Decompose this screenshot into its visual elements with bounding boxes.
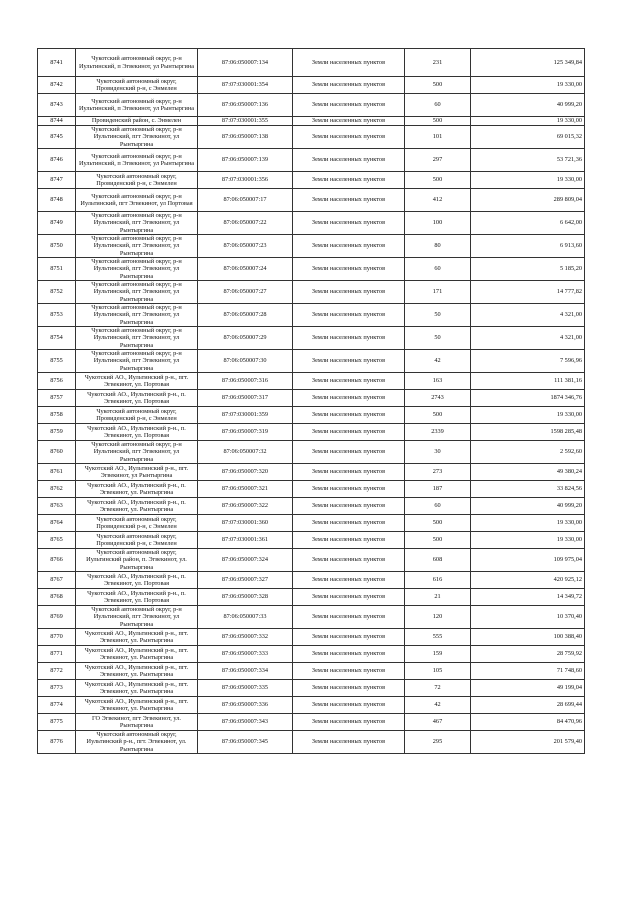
address-cell: Чукотский автономный округ, р-н Иультинский, пгт Эгвекинот, ул Рынтыргина (76, 304, 198, 327)
table-row (38, 49, 585, 77)
row-number-cell: 8767 (38, 572, 76, 589)
land-category-cell: Земли населенных пунктов (293, 350, 405, 373)
area-cell: 30 (405, 441, 471, 464)
land-category-cell: Земли населенных пунктов (293, 373, 405, 390)
area-cell: 163 (405, 373, 471, 390)
row-number-cell: 8773 (38, 680, 76, 697)
table-row (38, 258, 585, 281)
row-number-cell: 8758 (38, 407, 76, 424)
cadastral-number-cell: 87:06:050007:136 (198, 94, 293, 117)
land-category-cell: Земли населенных пунктов (293, 212, 405, 235)
row-number-cell: 8748 (38, 189, 76, 212)
address-cell: Чукотский АО., Иультинский р-н., пгт. Эгвекинот, ул. Рынтыргина (76, 663, 198, 680)
table-row (38, 390, 585, 407)
table-row (38, 714, 585, 731)
row-number-cell: 8744 (38, 117, 76, 126)
row-number-cell: 8766 (38, 549, 76, 572)
row-number-cell: 8764 (38, 515, 76, 532)
address-cell: Чукотский автономный округ, р-н Иультинский, п Эгвекинот, ул Рынтыргина (76, 94, 198, 117)
cadastral-value-cell: 109 975,04 (471, 549, 585, 572)
cadastral-number-cell: 87:06:050007:324 (198, 549, 293, 572)
row-number-cell: 8757 (38, 390, 76, 407)
cadastral-number-cell: 87:07:030001:361 (198, 532, 293, 549)
table-row (38, 629, 585, 646)
land-category-cell: Земли населенных пунктов (293, 481, 405, 498)
cadastral-value-cell: 1874 346,76 (471, 390, 585, 407)
document-page (37, 48, 584, 754)
cadastral-value-cell: 4 321,00 (471, 327, 585, 350)
cadastral-value-cell: 2 592,60 (471, 441, 585, 464)
area-cell: 105 (405, 663, 471, 680)
address-cell: Чукотский АО., Иультинский р-н., п. Эгвекинот, ул. Рынтыргина (76, 481, 198, 498)
table-row (38, 663, 585, 680)
area-cell: 555 (405, 629, 471, 646)
row-number-cell: 8751 (38, 258, 76, 281)
row-number-cell: 8763 (38, 498, 76, 515)
area-cell: 21 (405, 589, 471, 606)
row-number-cell: 8775 (38, 714, 76, 731)
area-cell: 50 (405, 304, 471, 327)
address-cell: Чукотский автономный округ, р-н Иультинский, пгт Эгвекинот, ул Рынтыргина (76, 212, 198, 235)
cadastral-value-cell: 53 721,36 (471, 149, 585, 172)
area-cell: 120 (405, 606, 471, 629)
table-body (38, 49, 585, 754)
table-row (38, 189, 585, 212)
cadastral-value-cell: 40 999,20 (471, 94, 585, 117)
area-cell: 500 (405, 117, 471, 126)
table-row (38, 149, 585, 172)
land-category-cell: Земли населенных пунктов (293, 697, 405, 714)
land-category-cell: Земли населенных пунктов (293, 258, 405, 281)
table-row (38, 441, 585, 464)
cadastral-value-cell: 4 321,00 (471, 304, 585, 327)
land-category-cell: Земли населенных пунктов (293, 498, 405, 515)
cadastral-number-cell: 87:06:050007:328 (198, 589, 293, 606)
row-number-cell: 8742 (38, 77, 76, 94)
table-row (38, 498, 585, 515)
land-category-cell: Земли населенных пунктов (293, 589, 405, 606)
table-row (38, 589, 585, 606)
land-category-cell: Земли населенных пунктов (293, 549, 405, 572)
area-cell: 2743 (405, 390, 471, 407)
cadastral-value-cell: 49 380,24 (471, 464, 585, 481)
land-category-cell: Земли населенных пунктов (293, 407, 405, 424)
area-cell: 616 (405, 572, 471, 589)
cadastral-value-cell: 33 824,56 (471, 481, 585, 498)
land-category-cell: Земли населенных пунктов (293, 441, 405, 464)
land-category-cell: Земли населенных пунктов (293, 117, 405, 126)
cadastral-number-cell: 87:06:050007:33 (198, 606, 293, 629)
cadastral-value-cell: 71 748,60 (471, 663, 585, 680)
land-category-cell: Земли населенных пунктов (293, 572, 405, 589)
cadastral-value-cell: 289 809,04 (471, 189, 585, 212)
address-cell: ГО Эгвекинот, пгт Эгвекинот, ул. Рынтыргина (76, 714, 198, 731)
land-category-cell: Земли населенных пунктов (293, 464, 405, 481)
area-cell: 101 (405, 126, 471, 149)
area-cell: 187 (405, 481, 471, 498)
address-cell: Чукотский АО., Иультинский р-н., п. Эгвекинот, ул. Портовая (76, 390, 198, 407)
cadastral-value-cell: 100 388,40 (471, 629, 585, 646)
address-cell: Чукотский автономный округ, Провиденский р-н, с Энмелен (76, 407, 198, 424)
area-cell: 60 (405, 258, 471, 281)
cadastral-number-cell: 87:07:030001:355 (198, 117, 293, 126)
cadastral-value-cell: 40 999,20 (471, 498, 585, 515)
cadastral-number-cell: 87:06:050007:23 (198, 235, 293, 258)
cadastral-value-cell: 28 699,44 (471, 697, 585, 714)
address-cell: Чукотский автономный округ, р-н Иультинский, пгт Эгвекинот, ул Рынтыргина (76, 281, 198, 304)
area-cell: 500 (405, 172, 471, 189)
address-cell: Чукотский автономный округ, Иультинский р-н., пгт. Эгвекинот, ул. Рынтыргина (76, 731, 198, 754)
area-cell: 60 (405, 94, 471, 117)
row-number-cell: 8756 (38, 373, 76, 390)
cadastral-value-cell: 19 330,00 (471, 515, 585, 532)
land-register-table (37, 48, 585, 754)
land-category-cell: Земли населенных пунктов (293, 629, 405, 646)
area-cell: 42 (405, 697, 471, 714)
row-number-cell: 8755 (38, 350, 76, 373)
land-category-cell: Земли населенных пунктов (293, 515, 405, 532)
address-cell: Чукотский автономный округ, Иультинский район, п. Эгвекинот, ул. Рынтыргина (76, 549, 198, 572)
row-number-cell: 8760 (38, 441, 76, 464)
row-number-cell: 8750 (38, 235, 76, 258)
area-cell: 2339 (405, 424, 471, 441)
area-cell: 500 (405, 515, 471, 532)
cadastral-value-cell: 14 349,72 (471, 589, 585, 606)
address-cell: Чукотский автономный округ, р-н Иультинский, пгт Эгвекинот, ул Рынтыргина (76, 327, 198, 350)
address-cell: Чукотский автономный округ, Провиденский р-н, с Энмелен (76, 515, 198, 532)
row-number-cell: 8749 (38, 212, 76, 235)
table-row (38, 532, 585, 549)
land-category-cell: Земли населенных пунктов (293, 94, 405, 117)
cadastral-number-cell: 87:06:050007:29 (198, 327, 293, 350)
area-cell: 50 (405, 327, 471, 350)
address-cell: Чукотский АО., Иультинский р-н., пгт. Эгвекинот, ул. Рынтыргина (76, 629, 198, 646)
table-row (38, 281, 585, 304)
table-row (38, 464, 585, 481)
cadastral-value-cell: 19 330,00 (471, 117, 585, 126)
address-cell: Чукотский автономный округ, Провиденский р-н, с Энмелен (76, 172, 198, 189)
area-cell: 231 (405, 49, 471, 77)
area-cell: 297 (405, 149, 471, 172)
land-category-cell: Земли населенных пунктов (293, 235, 405, 258)
table-row (38, 172, 585, 189)
row-number-cell: 8771 (38, 646, 76, 663)
area-cell: 467 (405, 714, 471, 731)
table-row (38, 77, 585, 94)
cadastral-number-cell: 87:06:050007:335 (198, 680, 293, 697)
land-category-cell: Земли населенных пунктов (293, 424, 405, 441)
row-number-cell: 8743 (38, 94, 76, 117)
cadastral-number-cell: 87:06:050007:320 (198, 464, 293, 481)
cadastral-number-cell: 87:06:050007:134 (198, 49, 293, 77)
table-row (38, 235, 585, 258)
address-cell: Чукотский АО., Иультинский р-н., п. Эгвекинот, ул. Портовая (76, 589, 198, 606)
cadastral-value-cell: 7 596,96 (471, 350, 585, 373)
area-cell: 500 (405, 77, 471, 94)
cadastral-value-cell: 6 913,60 (471, 235, 585, 258)
address-cell: Чукотский автономный округ, р-н Иультинский, п Эгвекинот, ул Рынтыргина (76, 49, 198, 77)
area-cell: 608 (405, 549, 471, 572)
cadastral-value-cell: 19 330,00 (471, 77, 585, 94)
land-category-cell: Земли населенных пунктов (293, 49, 405, 77)
area-cell: 60 (405, 498, 471, 515)
address-cell: Чукотский АО., Иультинский р-н., пгт. Эгвекинот, ул. Рынтыргина (76, 680, 198, 697)
area-cell: 273 (405, 464, 471, 481)
address-cell: Чукотский АО., Иультинский р-н., п. Эгвекинот, ул. Портовая (76, 424, 198, 441)
table-row (38, 350, 585, 373)
cadastral-number-cell: 87:07:030001:356 (198, 172, 293, 189)
table-row (38, 327, 585, 350)
row-number-cell: 8745 (38, 126, 76, 149)
row-number-cell: 8768 (38, 589, 76, 606)
land-category-cell: Земли населенных пунктов (293, 304, 405, 327)
cadastral-number-cell: 87:06:050007:316 (198, 373, 293, 390)
cadastral-number-cell: 87:06:050007:17 (198, 189, 293, 212)
land-category-cell: Земли населенных пунктов (293, 390, 405, 407)
cadastral-number-cell: 87:06:050007:336 (198, 697, 293, 714)
cadastral-number-cell: 87:06:050007:24 (198, 258, 293, 281)
land-category-cell: Земли населенных пунктов (293, 532, 405, 549)
address-cell: Чукотский автономный округ, р-н Иультинский, пгт Эгвекинот, ул Рынтыргина (76, 350, 198, 373)
row-number-cell: 8762 (38, 481, 76, 498)
cadastral-number-cell: 87:07:030001:360 (198, 515, 293, 532)
row-number-cell: 8774 (38, 697, 76, 714)
area-cell: 500 (405, 407, 471, 424)
address-cell: Чукотский АО., Иультинский р-н., п. Эгвекинот, ул. Портовая (76, 572, 198, 589)
table-row (38, 572, 585, 589)
table-row (38, 549, 585, 572)
area-cell: 159 (405, 646, 471, 663)
cadastral-number-cell: 87:06:050007:28 (198, 304, 293, 327)
land-category-cell: Земли населенных пунктов (293, 189, 405, 212)
address-cell: Чукотский автономный округ, р-н Иультинский, пгт Эгвекинот, ул Рынтыргина (76, 441, 198, 464)
cadastral-number-cell: 87:06:050007:333 (198, 646, 293, 663)
address-cell: Чукотский автономный округ, р-н Иультинский, п Эгвекинот, ул Рынтыргина (76, 149, 198, 172)
address-cell: Чукотский автономный округ, Провиденский р-н, с Энмелен (76, 77, 198, 94)
cadastral-number-cell: 87:06:050007:322 (198, 498, 293, 515)
table-row (38, 126, 585, 149)
cadastral-number-cell: 87:06:050007:343 (198, 714, 293, 731)
row-number-cell: 8741 (38, 49, 76, 77)
cadastral-value-cell: 19 330,00 (471, 407, 585, 424)
table-row (38, 697, 585, 714)
table-row (38, 212, 585, 235)
cadastral-number-cell: 87:06:050007:138 (198, 126, 293, 149)
address-cell: Чукотский автономный округ, р-н Иультинский, пгт Эгвекинот, ул Рынтыргина (76, 258, 198, 281)
area-cell: 171 (405, 281, 471, 304)
area-cell: 80 (405, 235, 471, 258)
cadastral-number-cell: 87:06:050007:32 (198, 441, 293, 464)
address-cell: Чукотский автономный округ, р-н Иультинский, пгт Эгвекинот, ул Рынтыргина (76, 126, 198, 149)
cadastral-number-cell: 87:07:030001:359 (198, 407, 293, 424)
land-category-cell: Земли населенных пунктов (293, 281, 405, 304)
row-number-cell: 8759 (38, 424, 76, 441)
cadastral-number-cell: 87:06:050007:27 (198, 281, 293, 304)
table-row (38, 304, 585, 327)
table-row (38, 117, 585, 126)
land-category-cell: Земли населенных пунктов (293, 714, 405, 731)
cadastral-number-cell: 87:06:050007:139 (198, 149, 293, 172)
cadastral-number-cell: 87:06:050007:327 (198, 572, 293, 589)
row-number-cell: 8770 (38, 629, 76, 646)
row-number-cell: 8747 (38, 172, 76, 189)
row-number-cell: 8754 (38, 327, 76, 350)
address-cell: Чукотский АО., Иультинский р-н., пгт. Эгвекинот, ул. Рынтыргина (76, 646, 198, 663)
cadastral-value-cell: 125 349,84 (471, 49, 585, 77)
table-row (38, 646, 585, 663)
cadastral-number-cell: 87:06:050007:321 (198, 481, 293, 498)
table-row (38, 94, 585, 117)
cadastral-number-cell: 87:06:050007:22 (198, 212, 293, 235)
row-number-cell: 8752 (38, 281, 76, 304)
cadastral-value-cell: 10 370,40 (471, 606, 585, 629)
cadastral-number-cell: 87:06:050007:30 (198, 350, 293, 373)
table-row (38, 481, 585, 498)
cadastral-value-cell: 84 470,96 (471, 714, 585, 731)
row-number-cell: 8772 (38, 663, 76, 680)
address-cell: Чукотский АО., Иультинский р-н., пгт. Эгвекинот, ул. Портовая (76, 373, 198, 390)
row-number-cell: 8776 (38, 731, 76, 754)
cadastral-number-cell: 87:06:050007:345 (198, 731, 293, 754)
land-category-cell: Земли населенных пунктов (293, 149, 405, 172)
address-cell: Чукотский АО., Иультинский р-н., пгт. Эгвекинот, ул. Рынтыргина (76, 697, 198, 714)
cadastral-value-cell: 69 015,32 (471, 126, 585, 149)
row-number-cell: 8746 (38, 149, 76, 172)
cadastral-value-cell: 201 579,40 (471, 731, 585, 754)
address-cell: Чукотский АО., Иультинский р-н., пгт. Эгвекинот, ул Рынтыргина (76, 464, 198, 481)
table-row (38, 515, 585, 532)
cadastral-value-cell: 28 759,92 (471, 646, 585, 663)
area-cell: 42 (405, 350, 471, 373)
table-row (38, 680, 585, 697)
table-row (38, 407, 585, 424)
land-category-cell: Земли населенных пунктов (293, 77, 405, 94)
address-cell: Провиденский район, с. Энмелен (76, 117, 198, 126)
address-cell: Чукотский автономный округ, р-н Иультинский, пгт Эгвекинот, ул Портовая (76, 189, 198, 212)
area-cell: 72 (405, 680, 471, 697)
cadastral-number-cell: 87:06:050007:332 (198, 629, 293, 646)
area-cell: 295 (405, 731, 471, 754)
area-cell: 500 (405, 532, 471, 549)
cadastral-number-cell: 87:06:050007:334 (198, 663, 293, 680)
land-category-cell: Земли населенных пунктов (293, 663, 405, 680)
row-number-cell: 8761 (38, 464, 76, 481)
address-cell: Чукотский АО., Иультинский р-н., п. Эгвекинот, ул. Рынтыргина (76, 498, 198, 515)
land-category-cell: Земли населенных пунктов (293, 126, 405, 149)
area-cell: 100 (405, 212, 471, 235)
cadastral-value-cell: 19 330,00 (471, 172, 585, 189)
cadastral-value-cell: 19 330,00 (471, 532, 585, 549)
row-number-cell: 8769 (38, 606, 76, 629)
land-category-cell: Земли населенных пунктов (293, 172, 405, 189)
address-cell: Чукотский автономный округ, Провиденский р-н, с Энмелен (76, 532, 198, 549)
area-cell: 412 (405, 189, 471, 212)
land-category-cell: Земли населенных пунктов (293, 646, 405, 663)
cadastral-value-cell: 14 777,82 (471, 281, 585, 304)
table-row (38, 731, 585, 754)
table-row (38, 606, 585, 629)
cadastral-value-cell: 6 642,00 (471, 212, 585, 235)
row-number-cell: 8765 (38, 532, 76, 549)
address-cell: Чукотский автономный округ, р-н Иультинский, пгт Эгвекинот, ул Рынтыргина (76, 235, 198, 258)
cadastral-value-cell: 111 381,16 (471, 373, 585, 390)
row-number-cell: 8753 (38, 304, 76, 327)
table-row (38, 373, 585, 390)
cadastral-value-cell: 49 199,04 (471, 680, 585, 697)
cadastral-number-cell: 87:06:050007:319 (198, 424, 293, 441)
cadastral-value-cell: 5 185,20 (471, 258, 585, 281)
cadastral-number-cell: 87:06:050007:317 (198, 390, 293, 407)
cadastral-value-cell: 1598 285,48 (471, 424, 585, 441)
address-cell: Чукотский автономный округ, р-н Иультинский, пгт Эгвекинот, ул Рынтыргина (76, 606, 198, 629)
table-row (38, 424, 585, 441)
land-category-cell: Земли населенных пунктов (293, 327, 405, 350)
cadastral-number-cell: 87:07:030001:354 (198, 77, 293, 94)
cadastral-value-cell: 420 925,12 (471, 572, 585, 589)
land-category-cell: Земли населенных пунктов (293, 731, 405, 754)
land-category-cell: Земли населенных пунктов (293, 680, 405, 697)
land-category-cell: Земли населенных пунктов (293, 606, 405, 629)
